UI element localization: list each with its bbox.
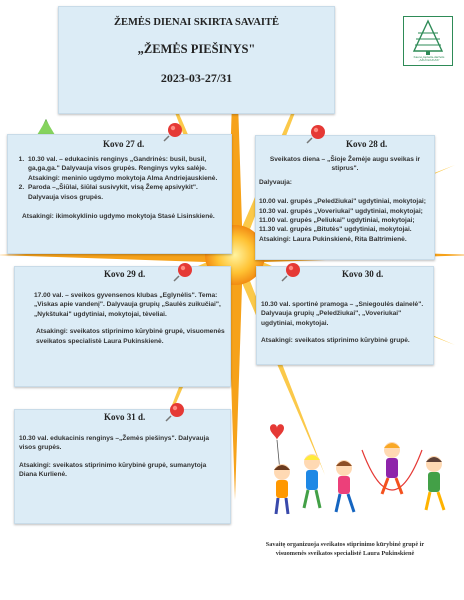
header-title: ŽEMĖS DIENAI SKIRTA SAVAITĖ	[113, 17, 280, 28]
responsible-march-27: Atsakingi: ikimokyklinio ugdymo mokytoja Stasė Lisinskienė.	[22, 213, 215, 221]
health-day-intro: Sveikatos diena – „Šioje Žemėje augu sveikas ir stiprus".	[269, 156, 421, 173]
title-march-29: Kovo 29 d.	[104, 269, 146, 279]
responsible-march-28: Atsakingi: Laura Pukinskienė, Rita Baltrimienė.	[259, 235, 407, 243]
text-march-27	[14, 155, 226, 221]
text-march-29	[34, 291, 226, 346]
title-march-30: Kovo 30 d.	[342, 269, 384, 279]
push-pin-icon	[173, 260, 195, 282]
event-item-2: 2. Paroda –„Šiūlai, šiūlai susivykit, visą Žemę apsivykit". Dalyvauja visos grupės.	[26, 183, 226, 202]
schedule-line-4: 11.30 val. grupės „Bitutės" ugdytiniai, mokytojai.	[259, 226, 412, 234]
schedule-line-1: 10.00 val. grupės „Peledžiukai" ugdytiniai, mokytojai;	[259, 198, 426, 206]
children-playing-illustration	[262, 420, 458, 524]
title-march-28: Kovo 28 d.	[346, 139, 388, 149]
kindergarten-logo-icon	[403, 16, 453, 66]
schedule-line-2: 10.30 val. grupės „Voveriukai" ugdytiniai, mokytojai;	[259, 207, 423, 215]
logo-text-line2: „AŽUOLIUKAS"	[418, 58, 440, 62]
push-pin-icon	[163, 120, 185, 142]
text-march-31	[19, 434, 224, 480]
responsible-march-31: Atsakingi: sveikatos stiprinimo kūrybinė grupė, sumanytoja Diana Kurlienė.	[19, 461, 207, 479]
schedule-line-3: 11.00 val. grupės „Peliukai" ugdytiniai, mokytojai;	[259, 217, 415, 225]
footer-organizers: Savaitę organizuoja sveikatos stiprinimo kūrybinė grupė ir visuomenės sveikatos specialistė Laura Pukinskienė	[265, 541, 425, 557]
header-subtitle: „ŽEMĖS PIEŠINYS"	[137, 42, 256, 56]
club-event: 17.00 val. – sveikos gyvensenos klubas „Eglynėlis". Tema: „Viskas apie vandenį". Dalyvauja grupių „Saulės zuikučiai", „Nykštukai" ugdytiniai, mokytojai, tėveliai.	[34, 292, 221, 318]
logo-text	[406, 56, 452, 62]
header-card	[58, 6, 335, 114]
responsible-march-30: Atsakingi: sveikatos stiprinimo kūrybinė grupė.	[261, 337, 410, 345]
text-march-28	[259, 155, 431, 244]
drawing-event: 10.30 val. edukacinis renginys –„Žemės piešinys". Dalyvauja visos grupės.	[19, 435, 210, 452]
participants-label: Dalyvauja:	[259, 178, 292, 186]
logo-text-line1: Kauno lopšelis-darželis	[413, 55, 445, 59]
text-march-30	[261, 300, 429, 346]
event-item-1: 1. 10.30 val. – edukacinis renginys „Gandrinės: busil, busil, ga,ga,ga." Dalyvauja visos grupės. Renginys vyks salėje. Atsakingi: meninio ugdymo mokytoja Alma Andriejauskienė.	[26, 155, 226, 183]
push-pin-icon	[281, 260, 303, 282]
push-pin-icon	[165, 400, 187, 422]
title-march-27: Kovo 27 d.	[103, 139, 145, 149]
header-dates: 2023-03-27/31	[160, 71, 233, 85]
sport-event: 10.30 val. sportinė pramoga – „Sniegoulės dainelė". Dalyvauja grupių „Peledžiukai", „Voveriukai" ugdytiniai, mokytojai.	[261, 301, 424, 327]
push-pin-icon	[306, 122, 328, 144]
responsible-march-29: Atsakingi: sveikatos stiprinimo kūrybinė grupė, visuomenės sveikatos specialistė Laura Pukinskienė.	[36, 328, 225, 345]
title-march-31: Kovo 31 d.	[104, 412, 146, 422]
